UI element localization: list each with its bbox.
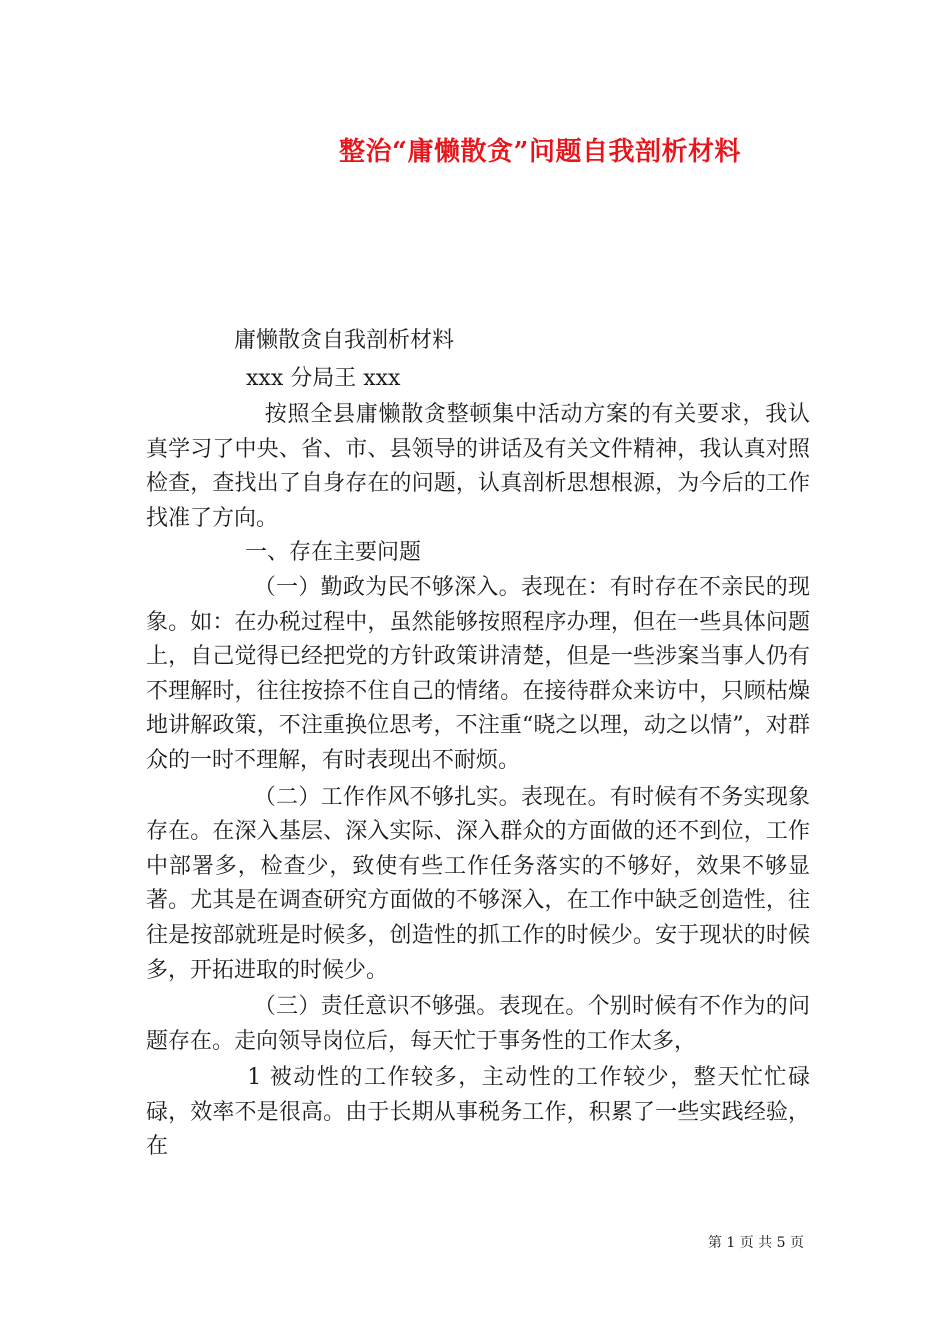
section-heading: 一、存在主要问题: [245, 540, 422, 566]
paragraph-continued: 1 被动性的工作较多，主动性的工作较少，整天忙忙碌碌，效率不是很高。由于长期从事税务工作，积累了一些实践经验，在: [146, 1065, 810, 1160]
paragraph-item-1: （一）勤政为民不够深入。表现在：有时存在不亲民的现象。如：在办税过程中，虽然能够按照程序办理，但在一些具体问题上，自己觉得已经把党的方针政策讲清楚，但是一些涉案当事人仍有不理解时，往往按捺不住自己的情绪。在接待群众来访中，只顾枯燥地讲解政策，不注重换位思考，不注重“晓之以理，动之以情”，对群众的一时不理解，有时表现出不耐烦。: [146, 574, 810, 773]
document-subtitle: 庸懒散贪自我剖析材料: [234, 328, 455, 353]
author-line: xxx 分局王 xxx: [246, 366, 401, 391]
paragraph-intro: 按照全县庸懒散贪整顿集中活动方案的有关要求，我认真学习了中央、省、市、县领导的讲话及有关文件精神，我认真对照检查，查找出了自身存在的问题，认真剖析思想根源，为今后的工作找准了方向。: [146, 402, 810, 531]
paragraph-item-2: （二）工作作风不够扎实。表现在。有时候有不务实现象存在。在深入基层、深入实际、深入群众的方面做的还不到位，工作中部署多，检查少，致使有些工作任务落实的不够好，效果不够显著。尤其是在调查研究方面做的不够深入，在工作中缺乏创造性，往往是按部就班是时候多，创造性的抓工作的时候少。安于现状的时候多，开拓进取的时候少。: [146, 784, 810, 983]
document-title: 整治“庸懒散贪”问题自我剖析材料: [339, 137, 741, 167]
paragraph-item-3: （三）责任意识不够强。表现在。个别时候有不作为的问题存在。走向领导岗位后，每天忙于事务性的工作太多，: [146, 994, 810, 1054]
document-body: [146, 398, 810, 1165]
page-number: 第 1 页 共 5 页: [707, 1235, 804, 1251]
